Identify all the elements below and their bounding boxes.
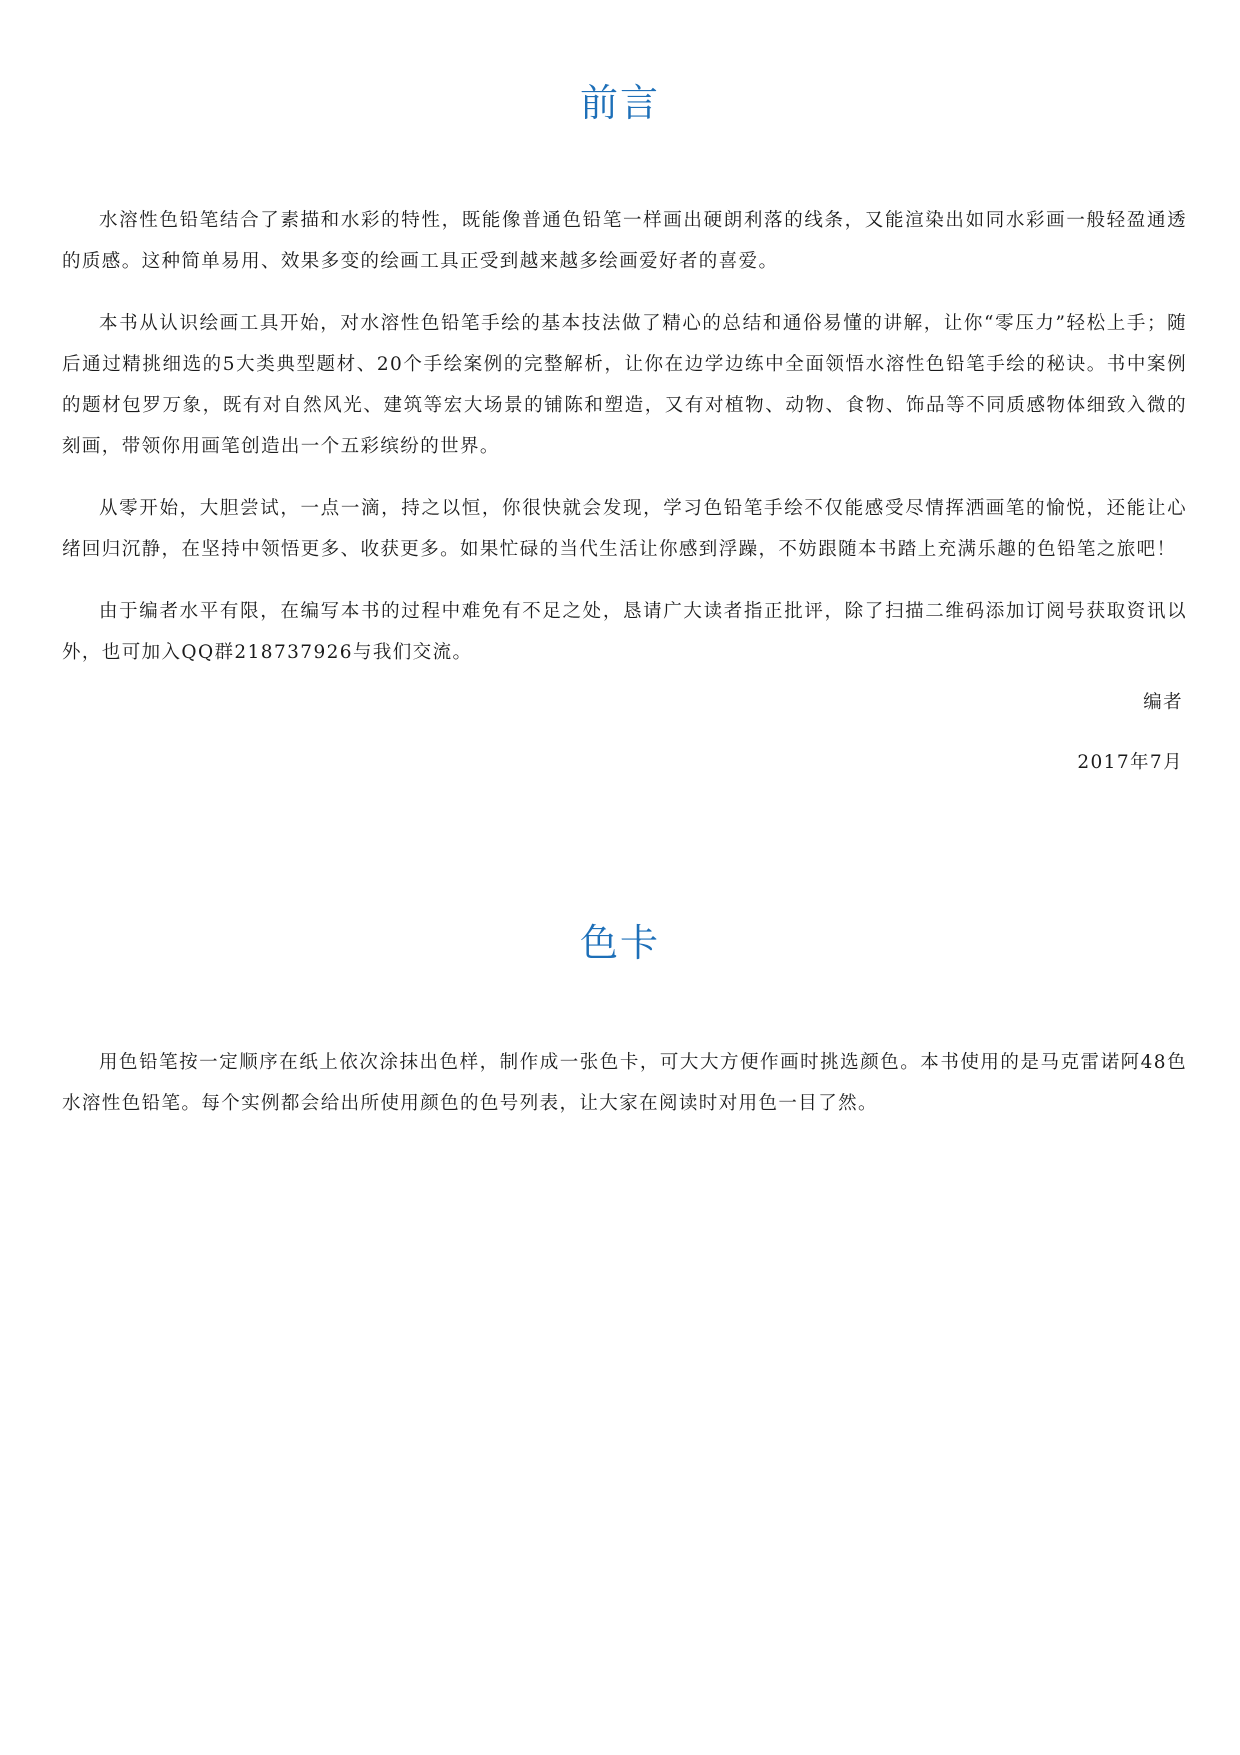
preface-author: 编者 — [1143, 692, 1183, 713]
color-card-title: 色卡 — [579, 921, 660, 965]
color-card-body — [62, 1042, 1187, 1145]
preface-body — [62, 200, 1187, 694]
preface-title: 前言 — [579, 81, 660, 125]
preface-date: 2017年7月 — [1077, 752, 1183, 773]
preface-paragraph: 本书从认识绘画工具开始，对水溶性色铅笔手绘的基本技法做了精心的总结和通俗易懂的讲解，让你“零压力”轻松上手；随后通过精挑细选的5大类典型题材、20个手绘案例的完整解析，让你在边学边练中全面领悟水溶性色铅笔手绘的秘诀。书中案例的题材包罗万象，既有对自然风光、建筑等宏大场景的铺陈和塑造，又有对植物、动物、食物、饰品等不同质感物体细致入微的刻画，带领你用画笔创造出一个五彩缤纷的世界。 — [62, 313, 1187, 457]
preface-paragraph: 由于编者水平有限，在编写本书的过程中难免有不足之处，恳请广大读者指正批评，除了扫描二维码添加订阅号获取资讯以外，也可加入QQ群218737926与我们交流。 — [62, 601, 1187, 663]
color-card-paragraph: 用色铅笔按一定顺序在纸上依次涂抹出色样，制作成一张色卡，可大大方便作画时挑选颜色。本书使用的是马克雷诺阿48色水溶性色铅笔。每个实例都会给出所使用颜色的色号列表，让大家在阅读时对用色一目了然。 — [62, 1052, 1187, 1114]
preface-paragraph: 从零开始，大胆尝试，一点一滴，持之以恒，你很快就会发现，学习色铅笔手绘不仅能感受尽情挥洒画笔的愉悦，还能让心绪回归沉静，在坚持中领悟更多、收获更多。如果忙碌的当代生活让你感到浮躁，不妨跟随本书踏上充满乐趣的色铅笔之旅吧！ — [62, 498, 1187, 560]
preface-paragraph: 水溶性色铅笔结合了素描和水彩的特性，既能像普通色铅笔一样画出硬朗利落的线条，又能渲染出如同水彩画一般轻盈通透的质感。这种简单易用、效果多变的绘画工具正受到越来越多绘画爱好者的喜爱。 — [62, 210, 1187, 272]
